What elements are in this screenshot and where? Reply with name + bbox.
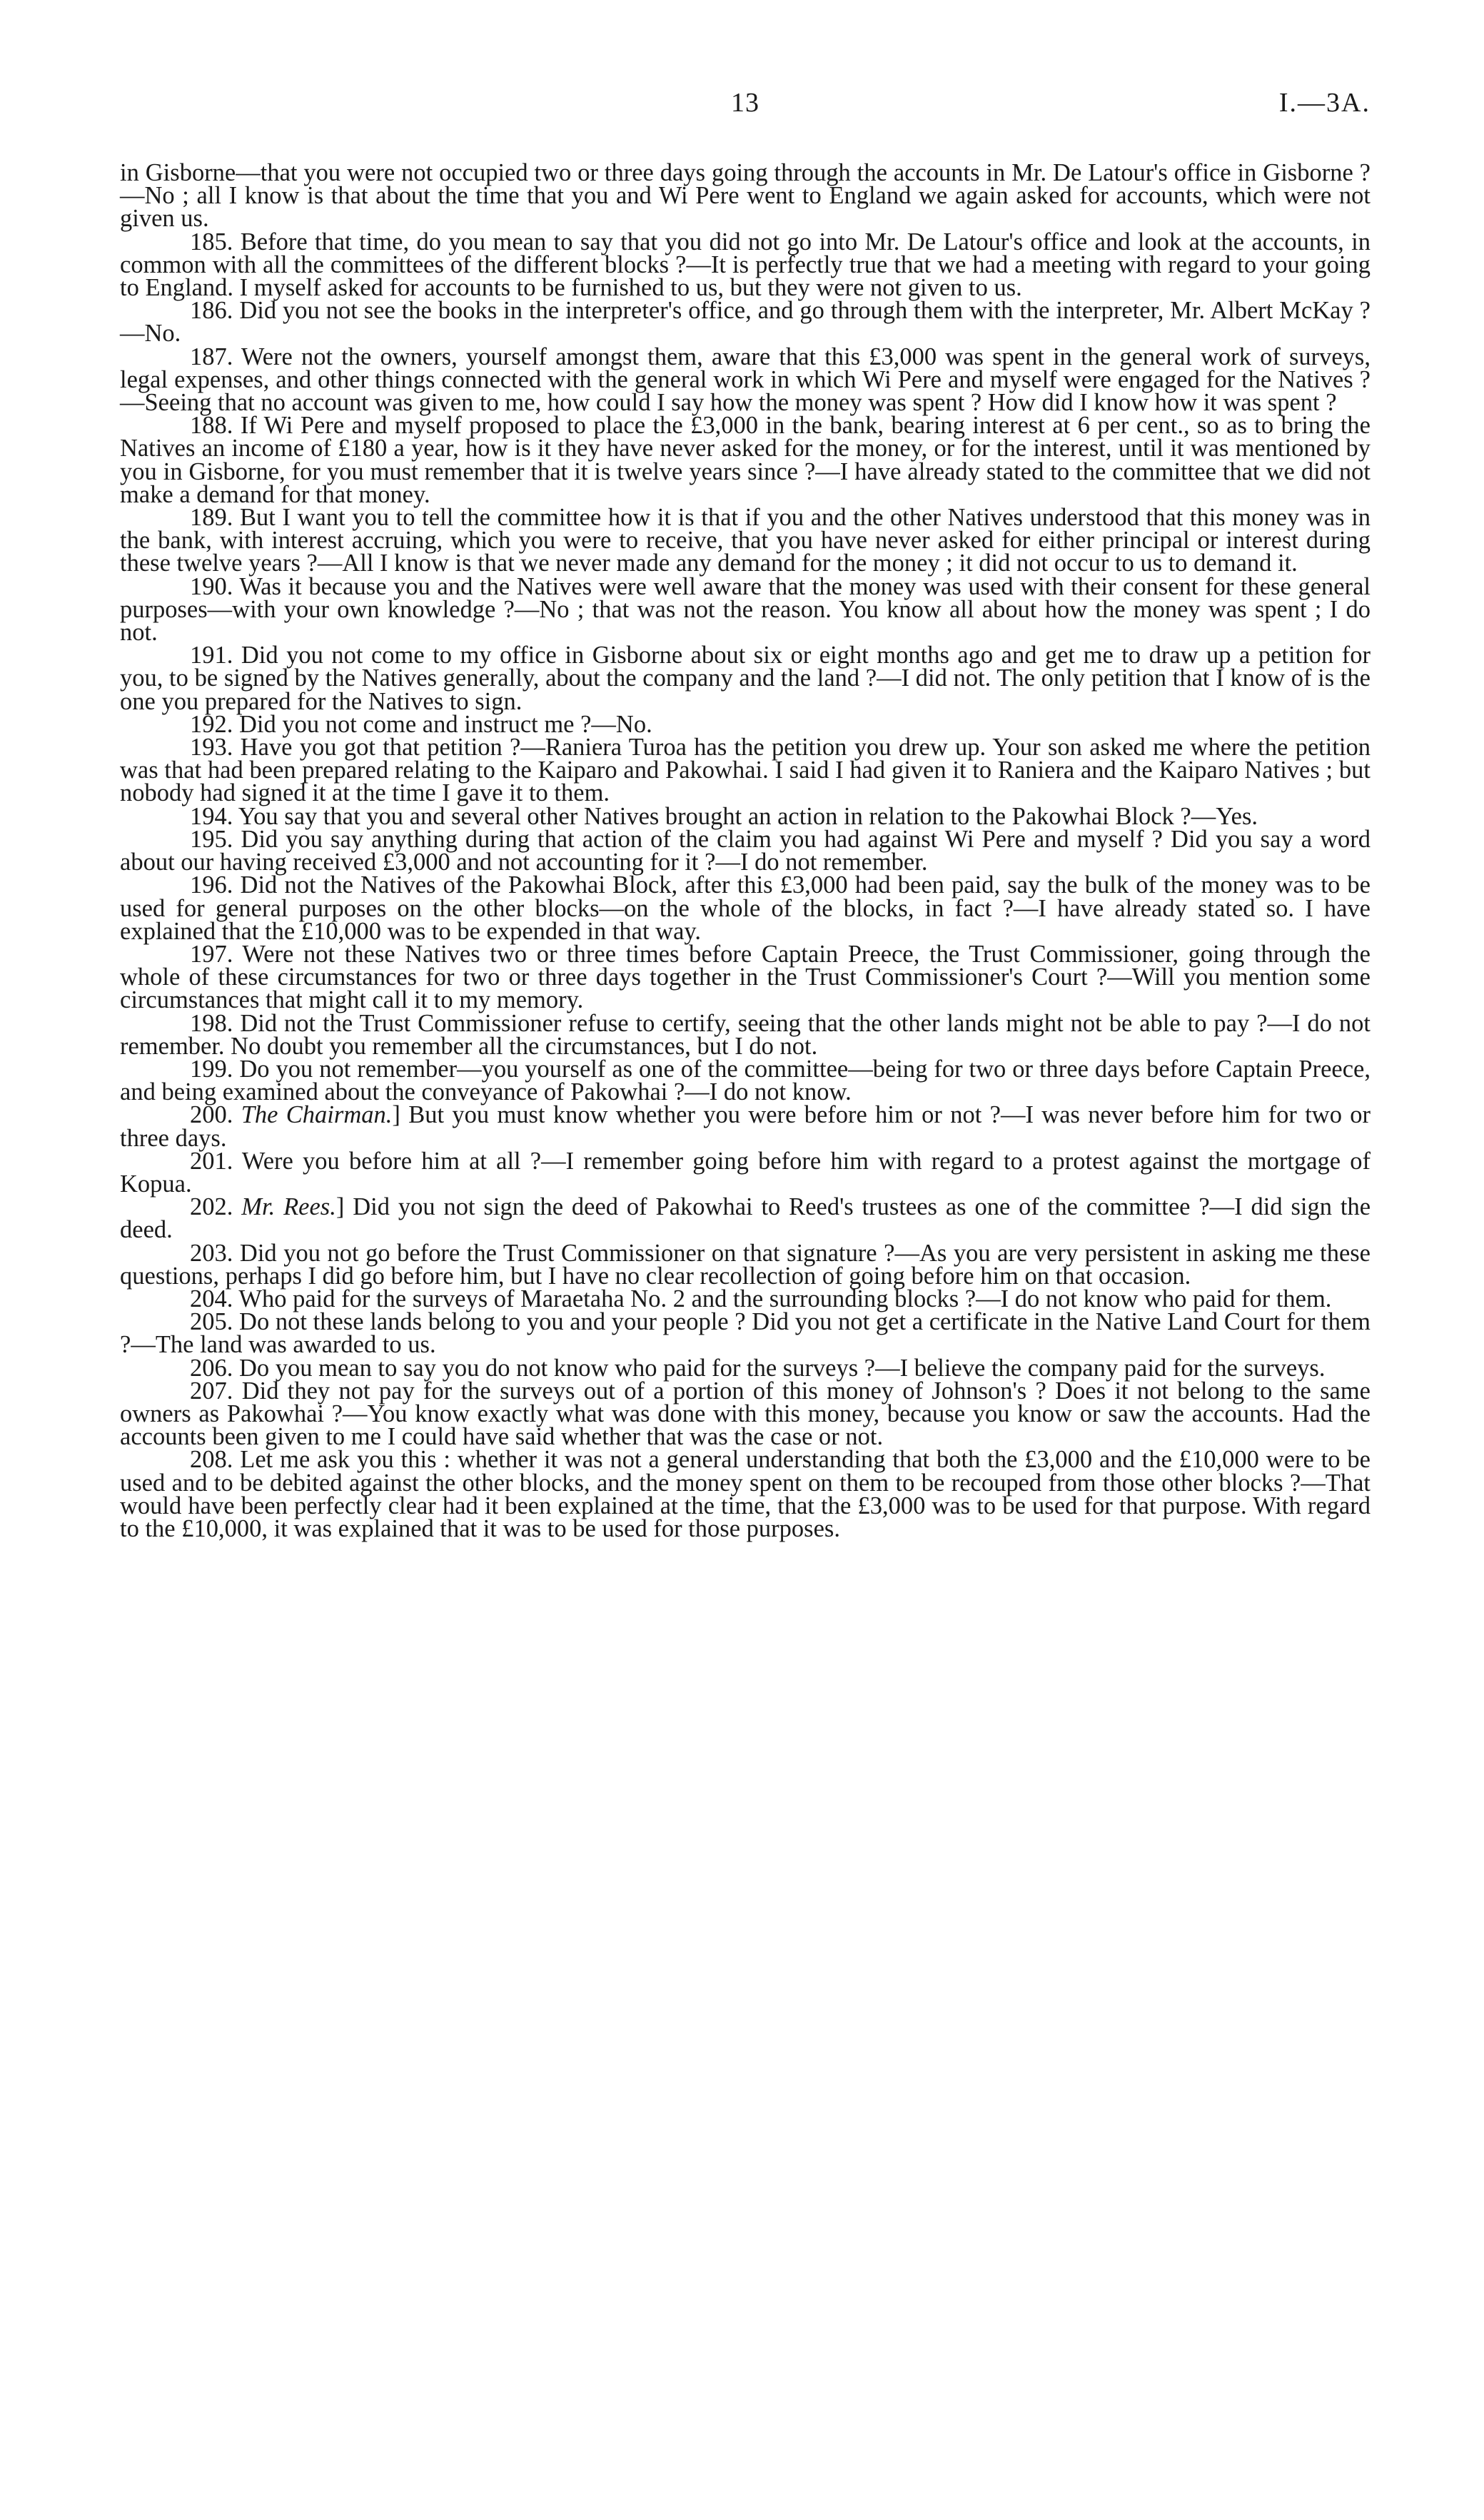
question-paragraph xyxy=(120,1147,1371,1198)
paragraph-continuation xyxy=(120,161,1371,231)
paragraph-text: 206. Do you mean to say you do not know who paid for the surveys ?—I believe the company paid for the surveys. xyxy=(190,1354,1326,1382)
paragraph-text: in Gisborne—that you were not occupied two or three days going through the accounts in Mr. De Latour's office in Gisborne ?—No ; all I know is that about the time that you and Wi Pere went to England we again asked for accounts, which were not given us. xyxy=(120,159,1371,233)
question-paragraph xyxy=(120,297,1371,348)
question-paragraph xyxy=(120,736,1371,805)
question-paragraph xyxy=(120,1009,1371,1060)
question-paragraph xyxy=(120,802,1371,830)
question-paragraph xyxy=(120,871,1371,945)
question-paragraph xyxy=(120,1287,1371,1310)
paragraph-text: 203. Did you not go before the Trust Commissioner on that signature ?—As you are very persistent in asking me these questions, perhaps I did go before him, but I have no clear recollection of going before him on that occasion. xyxy=(120,1239,1371,1290)
paragraph-text: 193. Have you got that petition ?—Raniera Turoa has the petition you drew up. Your son asked me where the petition was that had been prepared relating to the Kaiparo and Pakowhai. I said I had given it to Raniera and the Kaiparo Natives ; but nobody had signed it at the time I gave it to them. xyxy=(120,734,1371,807)
paragraph-text: 196. Did not the Natives of the Pakowhai Block, after this £3,000 had been paid, say the bulk of the money was to be used for general purposes on the other blocks—on the whole of the blocks, in fact ?—I have already stated so. I have explained that the £10,000 was to be expended in that way. xyxy=(120,871,1371,945)
document-reference: I.—3A. xyxy=(1278,88,1371,118)
question-paragraph xyxy=(120,940,1371,1014)
question-paragraph xyxy=(120,1377,1371,1451)
question-paragraph xyxy=(120,414,1371,506)
question-paragraph xyxy=(120,710,1371,738)
paragraph-text: 195. Did you say anything during that action of the claim you had against Wi Pere and myself ? Did you say a word about our having received £3,000 and not accounting for it ?—I do not remember. xyxy=(120,825,1371,876)
question-number: 200. xyxy=(190,1101,241,1129)
question-paragraph xyxy=(120,644,1371,713)
paragraph-text: 185. Before that time, do you mean to say that you did not go into Mr. De Latour's office and look at the accounts, in common with all the committees of the different blocks ?—It is perfectly true that we had a meeting with regard to your going to England. I myself asked for accounts to be furnished to us, but they were not given to us. xyxy=(120,228,1371,302)
question-paragraph xyxy=(120,506,1371,575)
paragraph-text: 188. If Wi Pere and myself proposed to place the £3,000 in the bank, bearing interest at 6 per cent., so as to bring the Natives an income of £180 a year, how is it they have never asked for the money, or for the interest, until it was mentioned by you in Gisborne, for you must remember that it is twelve years since ?—I have already stated to the committee that we did not make a demand for that money. xyxy=(120,412,1371,508)
paragraph-text: 205. Do not these lands belong to you and your people ? Did you not get a certificate in the Native Land Court for them ?—The land was awarded to us. xyxy=(120,1308,1371,1359)
question-text: ] But you must know whether you were before him or not ?—I was never before him for two or three days. xyxy=(120,1101,1371,1152)
question-paragraph xyxy=(120,1101,1371,1152)
question-paragraph xyxy=(120,572,1371,647)
question-text: ] Did you not sign the deed of Pakowhai to Reed's trustees as one of the committee ?—I did sign the deed. xyxy=(120,1193,1371,1244)
paragraph-text: 192. Did you not come and instruct me ?—No. xyxy=(190,710,652,738)
question-paragraph xyxy=(120,1239,1371,1290)
paragraph-text: 187. Were not the owners, yourself amongst them, aware that this £3,000 was spent in the general work of surveys, legal expenses, and other things connected with the general work in which Wi Pere and myself were engaged for the Natives ?—Seeing that no account was given to me, how could I say how the money was spent ? How did I know how it was spent ? xyxy=(120,343,1371,417)
paragraph-text: 204. Who paid for the surveys of Maraetaha No. 2 and the surrounding blocks ?—I do not know who paid for them. xyxy=(190,1285,1332,1312)
evidence-text xyxy=(120,161,1371,1540)
question-paragraph xyxy=(120,1308,1371,1359)
speaker-name: The Chairman. xyxy=(241,1101,393,1129)
page-number: 13 xyxy=(731,88,759,118)
question-paragraph xyxy=(120,825,1371,876)
question-paragraph xyxy=(120,345,1371,415)
question-paragraph xyxy=(120,1055,1371,1106)
paragraph-text: 201. Were you before him at all ?—I remember going before him with regard to a protest against the mortgage of Kopua. xyxy=(120,1147,1371,1198)
question-paragraph xyxy=(120,1354,1371,1382)
paragraph-text: 191. Did you not come to my office in Gisborne about six or eight months ago and get me to draw up a petition for you, to be signed by the Natives generally, about the company and the land ?—I did not. The only petition that I know of is the one you prepared for the Natives to sign. xyxy=(120,642,1371,715)
paragraph-text: 189. But I want you to tell the committee how it is that if you and the other Natives understood that this money was in the bank, with interest accruing, which you were to receive, that you have never asked for either principal or interest during these twelve years ?—All I know is that we never made any demand for the money ; it did not occur to us to demand it. xyxy=(120,504,1371,577)
paragraph-text: 194. You say that you and several other Natives brought an action in relation to the Pakowhai Block ?—Yes. xyxy=(190,802,1258,830)
paragraph-text: 186. Did you not see the books in the interpreter's office, and go through them with the interpreter, Mr. Albert McKay ?—No. xyxy=(120,297,1371,348)
question-paragraph xyxy=(120,1448,1371,1540)
paragraph-text: 198. Did not the Trust Commissioner refuse to certify, seeing that the other lands might not be able to pay ?—I do not remember. No doubt you remember all the circumstances, but I do not. xyxy=(120,1009,1371,1060)
question-number: 202. xyxy=(190,1193,242,1221)
paragraph-text: 190. Was it because you and the Natives were well aware that the money was used with their consent for these general purposes—with your own knowledge ?—No ; that was not the reason. You know all about how the money was spent ; I do not. xyxy=(120,572,1371,647)
question-paragraph xyxy=(120,1193,1371,1244)
page-header xyxy=(120,87,1371,130)
paragraph-text: 199. Do you not remember—you yourself as one of the committee—being for two or three days before Captain Preece, and being examined about the conveyance of Pakowhai ?—I do not know. xyxy=(120,1055,1371,1106)
paragraph-text: 197. Were not these Natives two or three times before Captain Preece, the Trust Commissioner, going through the whole of these circumstances for two or three days together in the Trust Commissioner's Court ?—Will you mention some circumstances that might call it to my memory. xyxy=(120,940,1371,1014)
paragraph-text: 208. Let me ask you this : whether it was not a general understanding that both the £3,000 and the £10,000 were to be used and to be debited against the other blocks, and the money spent on them to be recouped from those other blocks ?—That would have been perfectly clear had it been explained at the time, that the £3,000 was to be used for that purpose. With regard to the £10,000, it was explained that it was to be used for those purposes. xyxy=(120,1446,1371,1542)
paragraph-text: 207. Did they not pay for the surveys out of a portion of this money of Johnson's ? Does it not belong to the same owners as Pakowhai ?—You know exactly what was done with this money, because you know or saw the accounts. Had the accounts been given to me I could have said whether that was the case or not. xyxy=(120,1377,1371,1451)
question-paragraph xyxy=(120,228,1371,302)
speaker-name: Mr. Rees. xyxy=(241,1193,336,1221)
